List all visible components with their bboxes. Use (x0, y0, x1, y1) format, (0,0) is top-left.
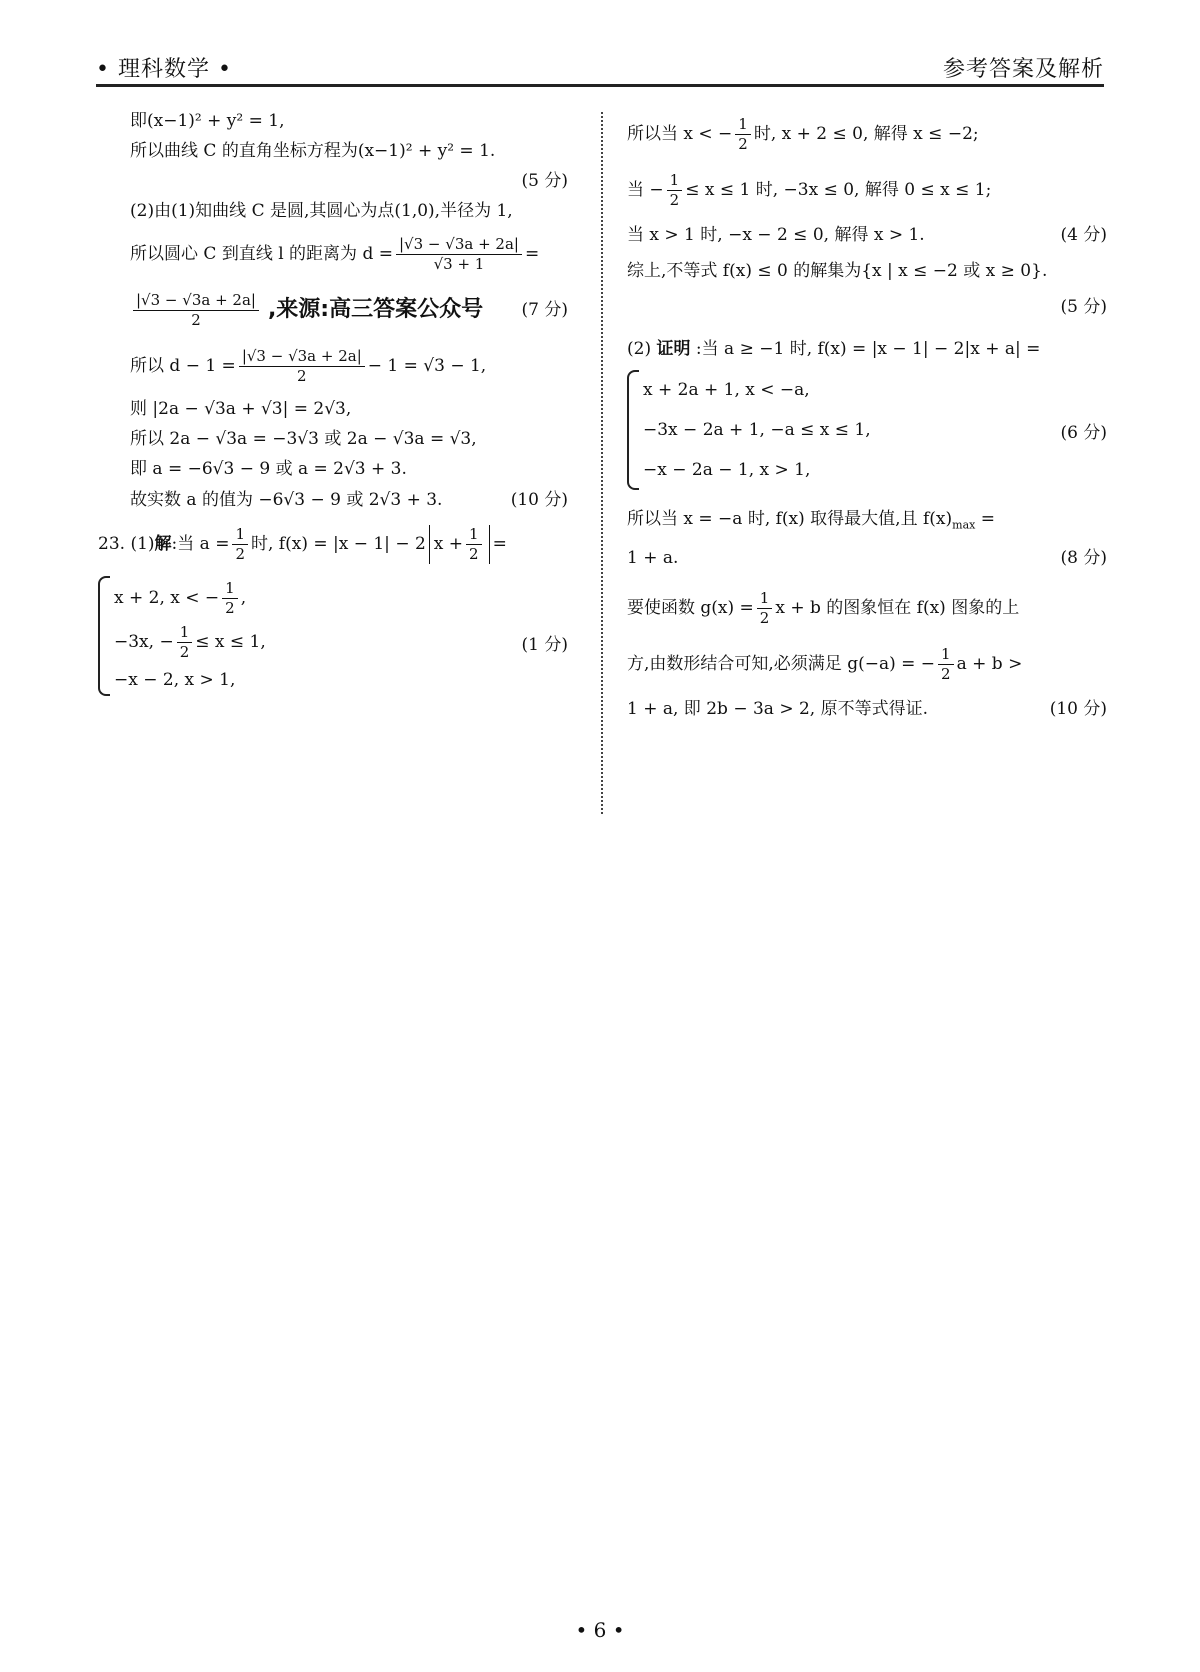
source-watermark: ,来源:高三答案公众号 (267, 297, 484, 322)
text: (2) (627, 339, 652, 359)
numerator: 1 (177, 623, 193, 643)
text: 时, f(x) = |x − 1| − 2 (251, 534, 426, 554)
score-mark: (5 分) (521, 171, 568, 191)
case-row (114, 576, 568, 620)
fraction (222, 579, 238, 618)
text: 所以圆心 C 到直线 l 的距离为 d = (130, 244, 393, 264)
text: , (240, 588, 247, 608)
text: ≤ x ≤ 1 时, −3x ≤ 0, 解得 0 ≤ x ≤ 1; (685, 180, 992, 200)
header-rule (96, 84, 1104, 87)
numerator: 1 (938, 645, 954, 665)
solution-label: 解 (154, 534, 172, 554)
text-line (627, 692, 1107, 726)
brace (627, 370, 639, 490)
denominator: 2 (469, 544, 479, 563)
fraction (938, 645, 954, 684)
cases (643, 370, 1107, 490)
numerator: 1 (222, 579, 238, 599)
denominator: 2 (297, 366, 307, 385)
left-column (98, 106, 568, 700)
score-mark: (8 分) (1060, 548, 1107, 569)
denominator: 2 (941, 664, 951, 683)
text-line (627, 540, 1107, 576)
question-number: 23. (1) (98, 534, 155, 554)
text-line: 所以 2a − √3a = −3√3 或 2a − √3a = √3, (130, 429, 477, 449)
text-line: 即(x−1)² + y² = 1, (130, 111, 285, 131)
denominator: 2 (235, 544, 245, 563)
score-mark: (5 分) (1060, 297, 1107, 317)
header-title: 参考答案及解析 (942, 57, 1104, 82)
score-mark: (6 分) (1060, 422, 1107, 443)
text-line: (2)由(1)知曲线 C 是圆,其圆心为点(1,0),半径为 1, (130, 201, 513, 221)
numerator: |√3 − √3a + 2a| (133, 291, 259, 311)
score-mark: (1 分) (521, 634, 568, 655)
score-mark: (4 分) (1060, 225, 1107, 245)
denominator: 2 (179, 642, 190, 661)
text: 方,由数形结合可知,必须满足 g(−a) = − (627, 654, 936, 675)
text-line: 所以曲线 C 的直角坐标方程为(x−1)² + y² = 1. (130, 141, 496, 161)
text: x + 2, x < − (114, 588, 220, 608)
text: = (524, 244, 540, 264)
text: 当 − (627, 180, 664, 200)
text-line: 则 |2a − √3a + √3| = 2√3, (130, 399, 352, 419)
absolute-value (429, 525, 490, 564)
denominator: 2 (225, 598, 235, 617)
text: −3x − 2a + 1, −a ≤ x ≤ 1, (643, 420, 871, 440)
text-line (627, 162, 1107, 218)
score-mark: (10 分) (510, 490, 568, 510)
text: a + b > (956, 654, 1023, 675)
text: − 1 = √3 − 1, (367, 356, 487, 376)
text: x + (433, 534, 464, 554)
fraction (396, 235, 522, 274)
numerator: 1 (232, 525, 248, 545)
score-mark: (10 分) (1049, 699, 1107, 720)
text: = (492, 534, 507, 554)
numerator: |√3 − √3a + 2a| (239, 347, 365, 367)
text: = (980, 509, 995, 529)
text-line (627, 504, 1107, 540)
text-line (98, 338, 568, 394)
fraction (239, 347, 365, 386)
text: 所以当 x < − (627, 124, 733, 144)
numerator: 1 (757, 589, 773, 609)
denominator: 2 (669, 190, 680, 209)
question-23-line (98, 516, 568, 572)
text: −x − 2, x > 1, (114, 670, 236, 690)
case-row: x + 2a + 1, x < −a, (643, 380, 810, 400)
case-row (114, 620, 568, 664)
fraction (757, 589, 773, 628)
text: ≤ x ≤ 1, (195, 632, 266, 652)
text: 故实数 a 的值为 −6√3 − 9 或 2√3 + 3. (130, 490, 443, 510)
proof-line (627, 334, 1107, 364)
text: :当 a ≥ −1 时, f(x) = |x − 1| − 2|x + a| = (695, 339, 1041, 359)
text: 1 + a, 即 2b − 3a > 2, 原不等式得证. (627, 699, 928, 720)
fraction (735, 115, 751, 154)
fraction (177, 623, 193, 662)
fraction (466, 525, 482, 564)
fraction (232, 525, 248, 564)
header-subject: • 理科数学 • (96, 57, 232, 82)
cases (114, 576, 568, 696)
text-line (98, 484, 568, 516)
text: 所以 d − 1 = (130, 356, 236, 376)
text: x + b 的图象恒在 f(x) 图象的上 (775, 598, 1020, 619)
fraction (133, 291, 259, 330)
text: 1 + a. (627, 548, 679, 569)
denominator: √3 + 1 (433, 254, 485, 273)
piecewise-function (627, 370, 1107, 490)
right-column (627, 106, 1107, 726)
case-row: −x − 2a − 1, x > 1, (643, 460, 811, 480)
fraction (667, 171, 683, 210)
score-mark: (7 分) (521, 300, 568, 320)
text: 当 x > 1 时, −x − 2 ≤ 0, 解得 x > 1. (627, 225, 925, 245)
text-line (627, 218, 1107, 252)
text-line: 综上,不等式 f(x) ≤ 0 的解集为{x | x ≤ −2 或 x ≥ 0}. (627, 261, 1048, 281)
proof-label: 证明 (656, 339, 691, 359)
text: −3x, − (114, 632, 174, 652)
denominator: 2 (738, 134, 748, 153)
text-line: 即 a = −6√3 − 9 或 a = 2√3 + 3. (130, 459, 407, 479)
numerator: 1 (735, 115, 751, 135)
distance-formula-line (98, 226, 568, 282)
distance-result-line (98, 282, 568, 338)
text: 要使函数 g(x) = (627, 598, 754, 619)
numerator: 1 (667, 171, 683, 191)
text-line (627, 580, 1107, 636)
case-row (114, 664, 568, 696)
column-divider (601, 112, 603, 814)
text: :当 a = (171, 534, 230, 554)
subscript: max (952, 518, 976, 532)
numerator: 1 (466, 525, 482, 545)
brace (98, 576, 110, 696)
denominator: 2 (191, 310, 201, 329)
page-number: • 6 • (575, 1618, 625, 1642)
case-row (643, 410, 1107, 450)
text: 所以当 x = −a 时, f(x) 取得最大值,且 f(x) (627, 509, 953, 529)
text-line (627, 106, 1107, 162)
numerator: |√3 − √3a + 2a| (396, 235, 522, 255)
piecewise-function (98, 576, 568, 696)
text-line (627, 636, 1107, 692)
text: 时, x + 2 ≤ 0, 解得 x ≤ −2; (753, 124, 979, 144)
denominator: 2 (759, 608, 770, 627)
